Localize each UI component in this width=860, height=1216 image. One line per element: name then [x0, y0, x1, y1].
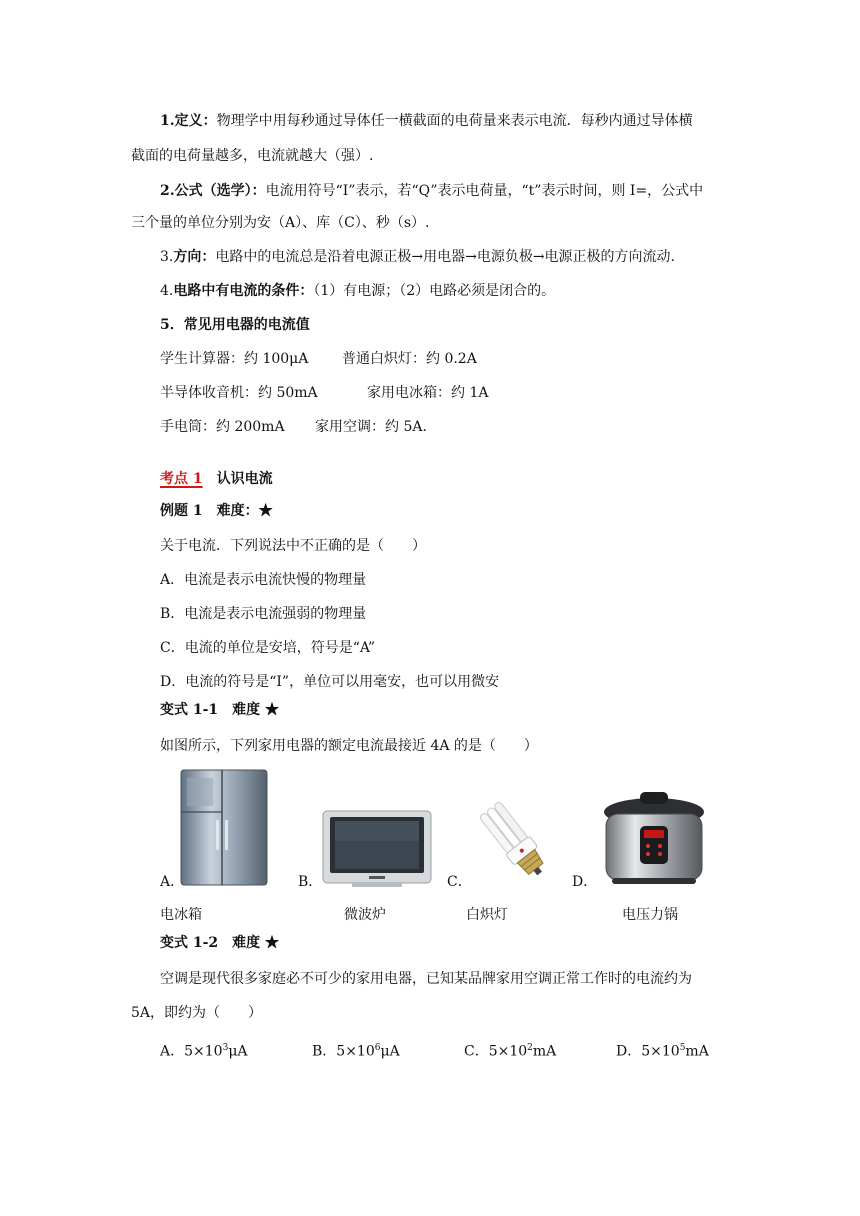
option-letter: D． — [616, 1043, 642, 1060]
conditions-text: （1）有电源；（2）电路必须是闭合的。 — [313, 283, 556, 299]
option-letter: C． — [464, 1043, 489, 1060]
option-unit: μA — [228, 1043, 248, 1060]
formula-label: 2.公式（选学）： — [160, 183, 266, 199]
variant11-letter-a: A． — [160, 874, 185, 890]
option-unit: mA — [685, 1043, 709, 1060]
conditions-prefix: 4. — [160, 283, 174, 299]
conditions-line — [160, 281, 555, 301]
variant11-question: 如图所示，下列家用电器的额定电流最接近 4A 的是（ ） — [160, 738, 538, 754]
example1-option-b: B．电流是表示电流强弱的物理量 — [160, 606, 367, 622]
definition-line-1 — [160, 111, 693, 131]
option-exponent: 6 — [374, 1043, 381, 1053]
common-row-1-right: 普通白炽灯：约 0.2A — [342, 351, 477, 367]
conditions-label: 电路中有电流的条件： — [173, 283, 314, 299]
example1-question: 关于电流．下列说法中不正确的是（ ） — [160, 538, 426, 554]
common-row-1-left: 学生计算器：约 100μA — [160, 351, 309, 367]
option-exponent: 2 — [527, 1043, 533, 1053]
definition-text: 物理学中用每秒通过导体任一横截面的电荷量来表示电流．每秒内通过导体横 — [216, 113, 693, 129]
variant12-option-b — [312, 1038, 400, 1062]
common-values-heading: 5．常见用电器的电流值 — [160, 317, 310, 333]
formula-line-2: 三个量的单位分别为安（A）、库（C）、秒（s）. — [131, 215, 430, 231]
direction-line — [160, 247, 675, 267]
common-row-3-left: 手电筒：约 200mA — [160, 419, 285, 435]
example1-heading: 例题 1 难度：★ — [160, 503, 273, 519]
option-exponent: 5 — [679, 1043, 686, 1053]
option-base: 5×10 — [488, 1043, 528, 1060]
caption-microwave: 微波炉 — [344, 907, 386, 923]
common-row-3-right: 家用空调：约 5A． — [315, 419, 437, 435]
refrigerator-image — [177, 768, 272, 888]
direction-label: 方向： — [173, 249, 216, 265]
option-base: 5×10 — [641, 1043, 680, 1060]
option-letter: B． — [312, 1043, 337, 1060]
example1-option-a: A．电流是表示电流快慢的物理量 — [160, 572, 367, 588]
definition-label: 1.定义： — [160, 113, 217, 129]
variant12-question-line-1: 空调是现代很多家庭必不可少的家用电器，已知某品牌家用空调正常工作时的电流约为 — [160, 971, 692, 987]
variant12-option-a — [160, 1038, 248, 1062]
common-row-2-left: 半导体收音机：约 50mA — [160, 385, 318, 401]
variant12-option-d — [616, 1038, 709, 1062]
variant11-heading: 变式 1-1 难度 ★ — [160, 702, 280, 718]
caption-pressure-cooker: 电压力锅 — [622, 907, 678, 923]
variant11-letter-c: C． — [447, 874, 472, 890]
definition-line-2: 截面的电荷量越多，电流就越大（强）. — [131, 148, 374, 164]
cfl-bulb-image — [470, 796, 560, 888]
variant12-question-line-2: 5A，即约为（ ） — [131, 1005, 263, 1021]
pressure-cooker-image — [598, 790, 710, 888]
microwave-image — [322, 810, 432, 888]
option-exponent: 3 — [222, 1043, 229, 1053]
caption-bulb: 白炽灯 — [466, 907, 508, 923]
kaodian-heading — [160, 469, 273, 489]
formula-line-1 — [160, 181, 703, 201]
option-unit: mA — [532, 1043, 557, 1060]
option-base: 5×10 — [336, 1043, 375, 1060]
kaodian-tag: 考点 1 — [160, 471, 203, 487]
option-base: 5×10 — [184, 1043, 223, 1060]
option-unit: μA — [380, 1043, 400, 1060]
variant11-letter-d: D． — [572, 874, 598, 890]
direction-text: 电路中的电流总是沿着电源正极→用电器→电源负极→电源正极的方向流动. — [215, 249, 675, 265]
variant12-option-c — [464, 1038, 556, 1062]
formula-text: 电流用符号“I”表示，若“Q”表示电荷量，“t”表示时间，则 I=，公式中 — [265, 183, 704, 199]
example1-option-c: C．电流的单位是安培，符号是“A” — [160, 640, 376, 656]
variant11-letter-b: B． — [298, 874, 323, 890]
kaodian-title: 认识电流 — [216, 471, 273, 487]
variant12-heading: 变式 1-2 难度 ★ — [160, 935, 280, 951]
option-letter: A． — [160, 1043, 185, 1060]
direction-prefix: 3. — [160, 249, 174, 265]
example1-option-d: D．电流的符号是“I”，单位可以用毫安，也可以用微安 — [160, 674, 500, 690]
common-row-2-right: 家用电冰箱：约 1A — [367, 385, 489, 401]
caption-refrigerator: 电冰箱 — [160, 907, 202, 923]
